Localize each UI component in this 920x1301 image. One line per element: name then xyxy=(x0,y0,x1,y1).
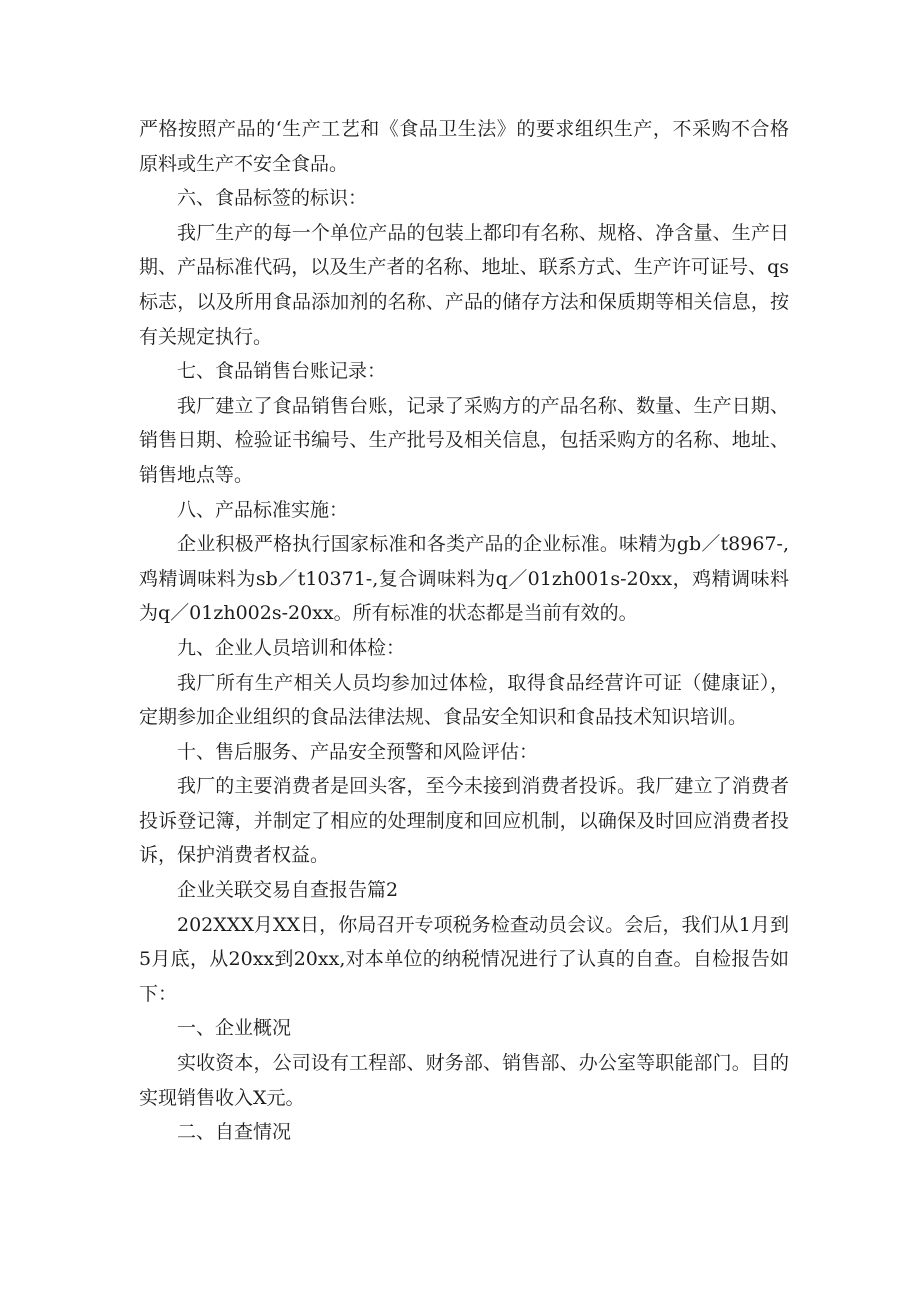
paragraph-company-overview: 实收资本，公司设有工程部、财务部、销售部、办公室等职能部门。目的实现销售收入X元。 xyxy=(139,1052,789,1109)
section-heading-product-standard: 八、产品标准实施： xyxy=(177,498,349,521)
paragraph-product-standard: 企业积极严格执行国家标准和各类产品的企业标准。味精为gb／t8967-,鸡精调味料为sb／t10371-,复合调味料为q／01zh001s-20xx，鸡精调味料为q／01zh002s-20xx。所有标准的状态都是当前有效的。 xyxy=(139,533,789,625)
paragraph-staff-training: 我厂所有生产相关人员均参加过体检，取得食品经营许可证（健康证），定期参加企业组织的食品法律法规、食品安全知识和食品技术知识培训。 xyxy=(139,671,789,729)
section-heading-sales-ledger: 七、食品销售台账记录： xyxy=(177,360,387,383)
document-body xyxy=(139,112,789,1150)
section-heading-self-check: 二、自查情况 xyxy=(177,1121,292,1144)
paragraph-report-intro: 202XXX月XX日，你局召开专项税务检查动员会议。会后，我们从1月到5月底，从20xx到20xx,对本单位的纳税情况进行了认真的自查。自检报告如下： xyxy=(139,913,789,1005)
paragraph-after-sales: 我厂的主要消费者是回头客，至今未接到消费者投诉。我厂建立了消费者投诉登记簿，并制定了相应的处理制度和回应机制，以确保及时回应消费者投诉，保护消费者权益。 xyxy=(139,775,789,867)
paragraph-continuation: 严格按照产品的‘生产工艺和《食品卫生法》的要求组织生产，不采购不合格原料或生产不安全食品。 xyxy=(139,118,789,175)
section-heading-company-overview: 一、企业概况 xyxy=(177,1017,292,1040)
section-heading-food-label: 六、食品标签的标识： xyxy=(177,187,368,210)
report-title: 企业关联交易自查报告篇2 xyxy=(177,879,399,902)
paragraph-sales-ledger: 我厂建立了食品销售台账，记录了采购方的产品名称、数量、生产日期、销售日期、检验证书编号、生产批号及相关信息，包括采购方的名称、地址、销售地点等。 xyxy=(139,394,789,486)
section-heading-after-sales: 十、售后服务、产品安全预警和风险评估： xyxy=(177,740,539,763)
section-heading-staff-training: 九、企业人员培训和体检： xyxy=(177,636,406,659)
paragraph-food-label: 我厂生产的每一个单位产品的包装上都印有名称、规格、净含量、生产日期、产品标准代码，以及生产者的名称、地址、联系方式、生产许可证号、qs标志，以及所用食品添加剂的名称、产品的储存方法和保质期等相关信息，按有关规定执行。 xyxy=(139,221,789,348)
